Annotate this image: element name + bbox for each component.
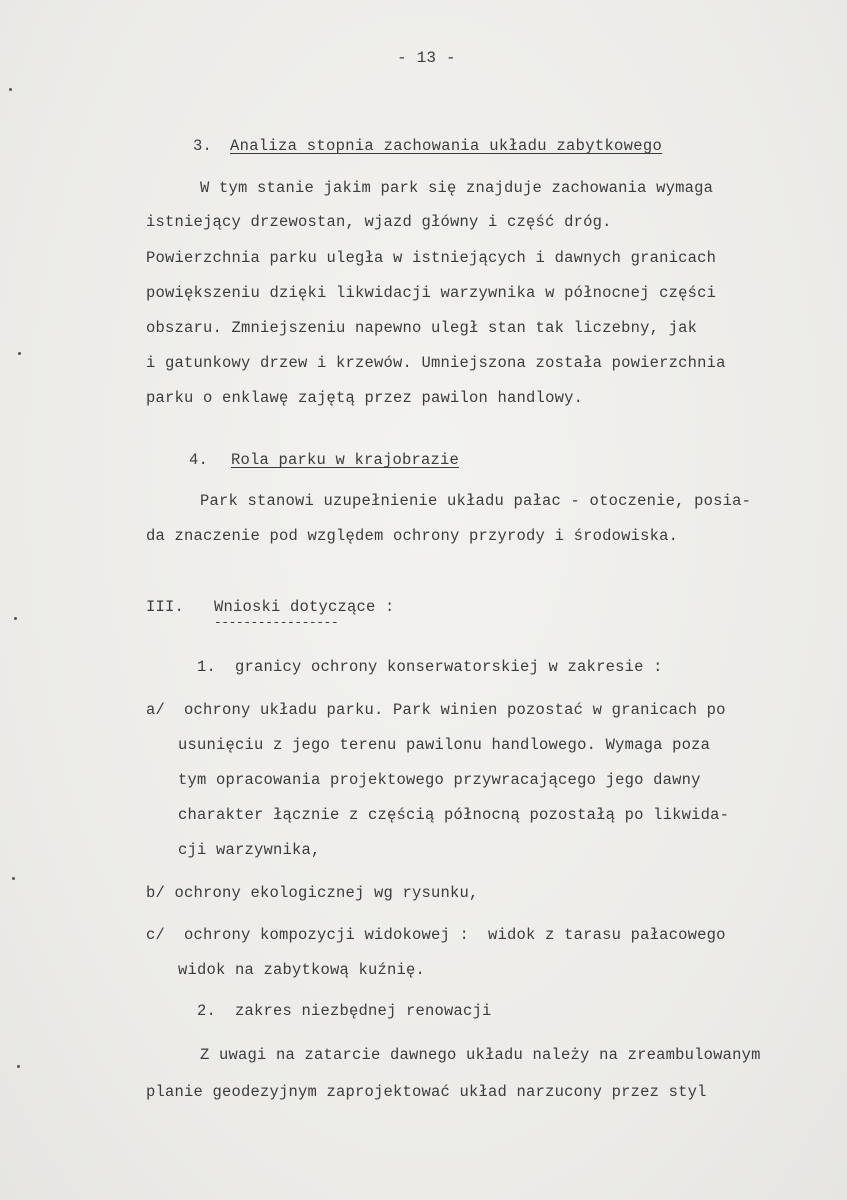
item-1a-line-5: cji warzywnika, [178,841,321,859]
section-3-number: 3. [193,137,213,155]
margin-mark [17,1065,20,1068]
section-3-line-7: parku o enklawę zajętą przez pawilon handlowy. [146,389,584,407]
section-4-number: 4. [189,451,209,469]
section-4-line-1: Park stanowi uzupełnienie układu pałac - otoczenie, posia- [200,492,752,510]
item-1c-line-2: widok na zabytkową kuźnię. [178,961,426,979]
item-1a-line-4: charakter łącznie z częścią północną pozostałą po likwida- [178,806,730,824]
section-3-line-4: powiększeniu dzięki likwidacji warzywnika w północnej części [146,284,717,302]
page-number: - 13 - [397,49,456,67]
section-III-number: III. [146,598,185,616]
item-2-heading: 2. zakres niezbędnej renowacji [197,1002,492,1020]
margin-mark [12,877,15,880]
item-1-heading: 1. granicy ochrony konserwatorskiej w zakresie : [197,658,663,676]
item-1c-line-1: c/ ochrony kompozycji widokowej : widok z tarasu pałacowego [146,926,726,944]
item-2-line-2: planie geodezyjnym zaprojektować układ narzucony przez styl [146,1083,707,1101]
section-III-heading: Wnioski dotyczące : [214,598,395,616]
item-1a-line-3: tym opracowania projektowego przywracającego jego dawny [178,771,701,789]
margin-mark [18,352,21,355]
section-3-line-6: i gatunkowy drzew i krzewów. Umniejszona została powierzchnia [146,354,726,372]
section-3-line-1: W tym stanie jakim park się znajduje zachowania wymaga [200,179,714,197]
section-3-line-3: Powierzchnia parku uległa w istniejących i dawnych granicach [146,249,717,267]
section-3-line-5: obszaru. Zmniejszeniu napewno uległ stan tak liczebny, jak [146,319,698,337]
item-1a-line-2: usunięciu z jego terenu pawilonu handlowego. Wymaga poza [178,736,711,754]
section-3-heading: Analiza stopnia zachowania układu zabytkowego [230,137,663,155]
item-2-line-1: Z uwagi na zatarcie dawnego układu należy na zreambulowanym [200,1046,761,1064]
section-III-heading-underline: ----------------- [214,615,339,630]
margin-mark [14,617,17,620]
margin-mark [9,88,12,91]
item-1a-line-1: a/ ochrony układu parku. Park winien pozostać w granicach po [146,701,726,719]
item-1b-line: b/ ochrony ekologicznej wg rysunku, [146,884,479,902]
section-3-line-2: istniejący drzewostan, wjazd główny i część dróg. [146,213,612,231]
section-4-line-2: da znaczenie pod względem ochrony przyrody i środowiska. [146,527,679,545]
section-4-heading: Rola parku w krajobrazie [231,451,460,469]
